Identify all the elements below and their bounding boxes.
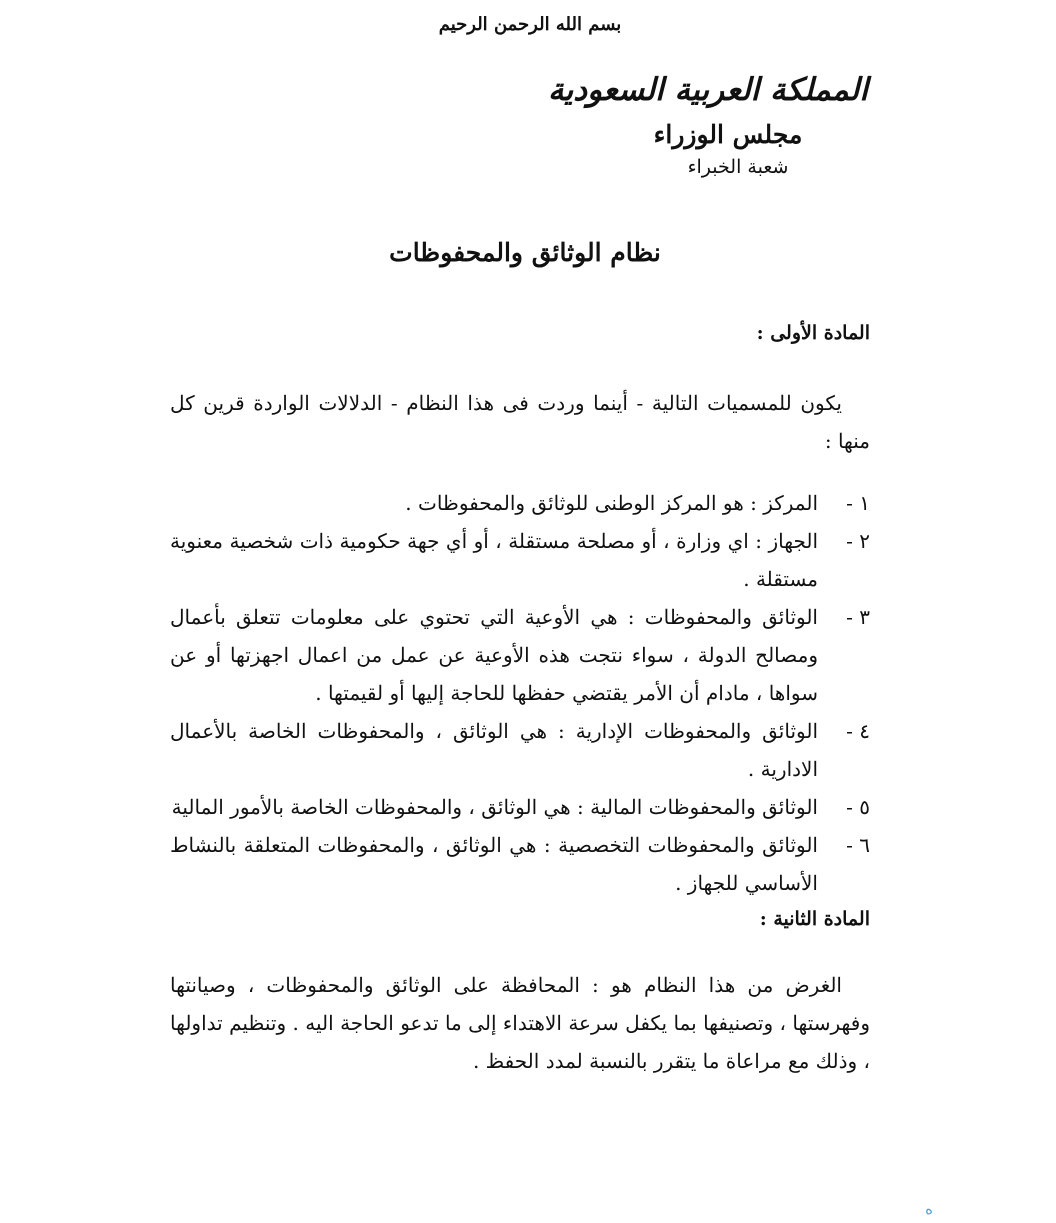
article-two-heading: المادة الثانية : (759, 908, 870, 930)
definition-number: ٢ - (846, 529, 870, 553)
definition-number: ٦ - (846, 833, 870, 857)
division-name: شعبة الخبراء (687, 156, 789, 178)
definition-number: ٣ - (846, 605, 870, 629)
definition-text: المركز : هو المركز الوطنى للوثائق والمحفوظات . (405, 491, 818, 515)
article-two-text: الغرض من هذا النظام هو : المحافظة على الوثائق والمحفوظات ، وصيانتها وفهرستها ، وتصنيفها بما يكفل سرعة الاهتداء إلى ما تدعو الحاجة اليه . وتنظيم تداولها ، وذلك مع مراعاة ما يتقرر بالنسبة لمدد الحفظ . (170, 973, 870, 1073)
definition-item (170, 598, 870, 712)
page-number: ه (925, 1200, 933, 1218)
definition-item (170, 826, 870, 902)
definition-text: الوثائق والمحفوظات : هي الأوعية التي تحتوي على معلومات تتعلق بأعمال ومصالح الدولة ، سواء نتجت هذه الأوعية عن عمل من اعمال اجهزتها أو عن سواها ، مادام أن الأمر يقتضي حفظها للحاجة إليها أو لقيمتها . (170, 605, 818, 705)
basmala: بسم الله الرحمن الرحيم (438, 14, 622, 35)
definitions-list (170, 484, 870, 902)
definition-item (170, 788, 870, 826)
definition-number: ٤ - (846, 719, 870, 743)
definition-number: ١ - (846, 491, 870, 515)
article-one-intro (170, 384, 870, 460)
council-name: مجلس الوزراء (653, 120, 803, 149)
definition-item (170, 484, 870, 522)
article-two-body (170, 966, 870, 1080)
article-one-heading: المادة الأولى : (756, 322, 870, 344)
definition-text: الوثائق والمحفوظات الإدارية : هي الوثائق ، والمحفوظات الخاصة بالأعمال الادارية . (170, 719, 818, 781)
kingdom-name: المملكة العربية السعودية (548, 72, 868, 108)
definition-text: الوثائق والمحفوظات التخصصية : هي الوثائق ، والمحفوظات المتعلقة بالنشاط الأساسي للجهاز . (170, 833, 818, 895)
article-one-intro-text: يكون للمسميات التالية - أينما وردت فى هذا النظام - الدلالات الواردة قرين كل منها : (170, 391, 870, 453)
definition-text: الوثائق والمحفوظات المالية : هي الوثائق ، والمحفوظات الخاصة بالأمور المالية (171, 795, 818, 819)
document-title: نظام الوثائق والمحفوظات (389, 238, 661, 267)
letterhead (538, 68, 878, 180)
definition-item (170, 522, 870, 598)
definition-text: الجهاز : اي وزارة ، أو مصلحة مستقلة ، أو أي جهة حكومية ذات شخصية معنوية مستقلة . (170, 529, 818, 591)
definition-number: ٥ - (846, 795, 870, 819)
definition-item (170, 712, 870, 788)
